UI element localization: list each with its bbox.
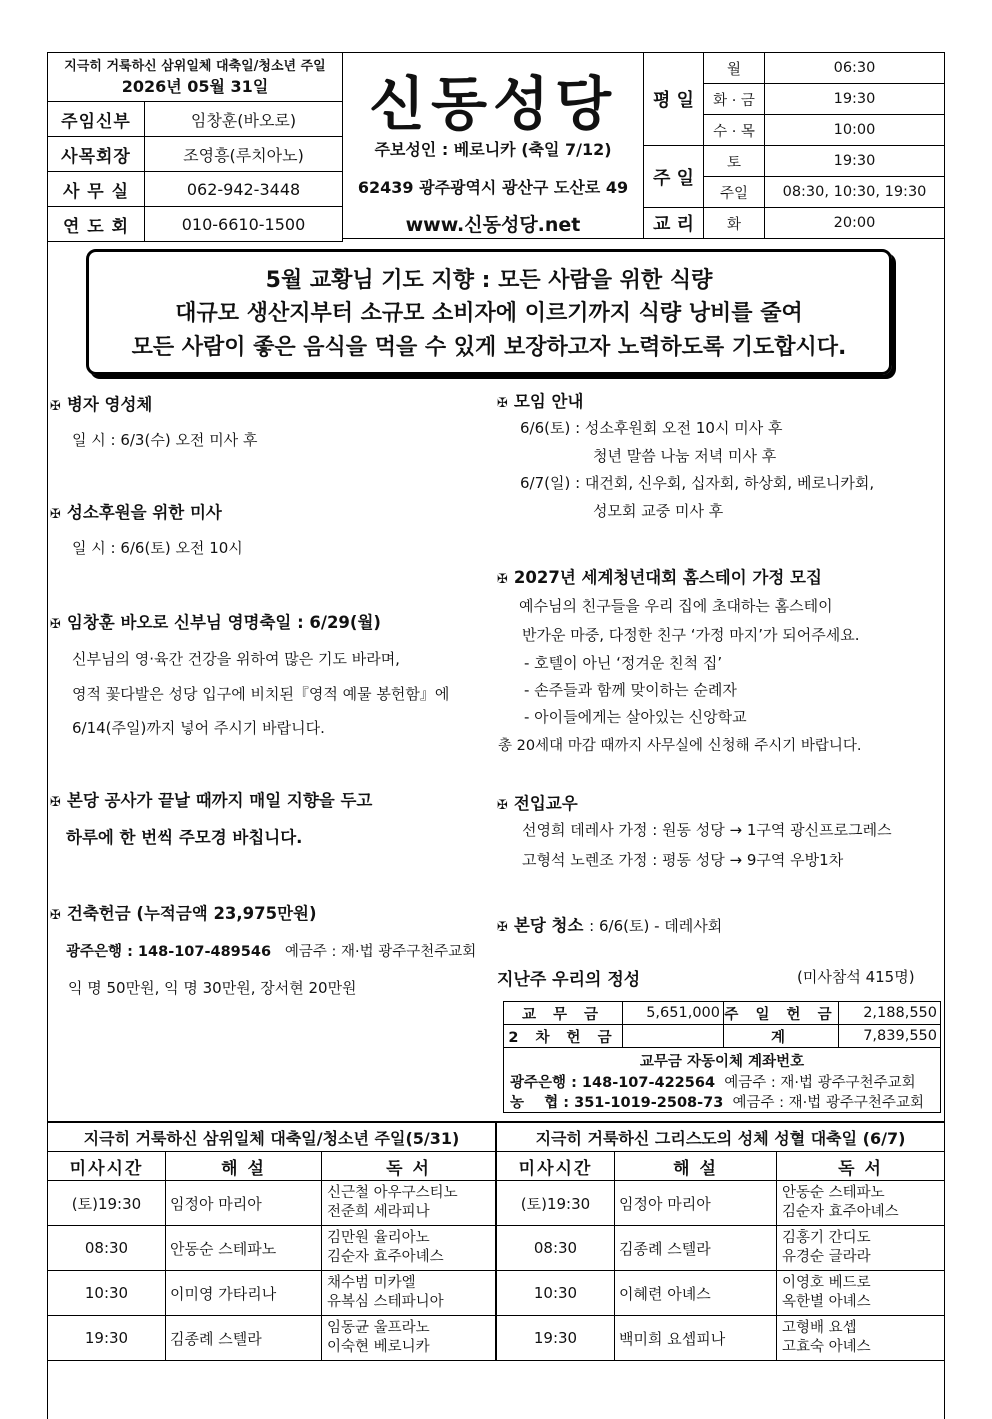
col-header-reading: 독 서 xyxy=(777,1152,945,1181)
reader-cell xyxy=(777,1271,945,1316)
section-title xyxy=(50,391,152,415)
section-title-text: 2027년 세계청년대회 홈스테이 가정 모집 xyxy=(513,568,822,587)
reader-name: 김순자 효주아녜스 xyxy=(782,1204,899,1220)
mass-day: 월 xyxy=(704,53,765,84)
feast-title: 지극히 거룩하신 삼위일체 대축일/청소년 주일 xyxy=(64,59,326,74)
account-holder: 예금주 : 재·법 광주구천주교회 xyxy=(724,1075,916,1091)
donor-list: 익 명 50만원, 익 명 30만원, 장서현 20만원 xyxy=(68,979,357,997)
auto-account: 광주은행 : 148-107-422564 xyxy=(510,1075,716,1091)
reader-cell xyxy=(322,1271,496,1316)
bulletin-date: 2026년 05월 31일 xyxy=(121,77,269,96)
auto-transfer-box xyxy=(503,1047,941,1113)
notice-line: 반가운 마중, 다정한 친구 ‘가정 마지’가 되어주세요. xyxy=(522,626,860,644)
offering-value xyxy=(623,1025,724,1048)
website-link[interactable]: www.신동성당.net xyxy=(405,214,581,236)
reader-cell xyxy=(322,1181,496,1226)
mass-time: 19:30 xyxy=(765,84,945,115)
reader-name: 고효숙 아녜스 xyxy=(782,1339,871,1355)
offering-label: 교 무 금 xyxy=(504,1002,623,1025)
reader-name: 옥한별 아녜스 xyxy=(782,1294,871,1310)
schedule-title: 지극히 거룩하신 삼위일체 대축일/청소년 주일(5/31) xyxy=(48,1123,496,1152)
info-value: 임창훈(바오로) xyxy=(145,102,343,137)
notice-line: 고형석 노렌조 가정 : 평동 성당 → 9구역 우방1차 xyxy=(522,851,844,869)
section-title xyxy=(50,609,381,633)
section-title-line2: 하루에 한 번씩 주모경 바칩니다. xyxy=(66,828,303,847)
section-title-text: 건축헌금 (누적금액 23,975만원) xyxy=(66,904,317,923)
account-holder: 예금주 : 재·법 광주구천주교회 xyxy=(732,1095,924,1111)
reader-name: 전준희 세라피나 xyxy=(327,1204,430,1220)
reader-name: 신근철 아우구스티노 xyxy=(327,1185,458,1201)
reader-name: 안동순 스테파노 xyxy=(782,1185,885,1201)
commentator-cell: 이혜련 아녜스 xyxy=(615,1271,777,1316)
commentator-cell: 안동순 스테파노 xyxy=(166,1226,322,1271)
commentator-cell: 백미희 요셉피나 xyxy=(615,1316,777,1361)
reader-cell xyxy=(322,1316,496,1361)
notice-line: 청년 말씀 나눔 저녁 미사 후 xyxy=(593,447,777,465)
col-header-time: 미사시간 xyxy=(497,1152,615,1181)
commentator-cell: 김종례 스텔라 xyxy=(166,1316,322,1361)
notice-line: 6/14(주일)까지 넣어 주시기 바랍니다. xyxy=(72,719,325,737)
mass-times-table xyxy=(643,52,945,239)
prayer-line: 대규모 생산지부터 소규모 소비자에 이르기까지 식량 낭비를 줄여 xyxy=(175,301,803,326)
info-value: 조영흥(루치아노) xyxy=(145,137,343,172)
commentator-cell: 이미영 가타리나 xyxy=(166,1271,322,1316)
offering-value: 5,651,000 xyxy=(623,1002,724,1025)
schedule-table-left xyxy=(47,1122,496,1361)
mass-day: 화 xyxy=(704,208,765,239)
reader-name: 유복심 스테파니아 xyxy=(327,1294,444,1310)
cross-mark-icon: ✠ xyxy=(497,396,508,411)
section-title xyxy=(50,900,317,924)
table-row xyxy=(48,1226,496,1271)
mass-time: 06:30 xyxy=(765,53,945,84)
section-title xyxy=(497,564,822,588)
section-title xyxy=(497,790,578,814)
col-header-commentary: 해 설 xyxy=(166,1152,322,1181)
mass-time-cell: (토)19:30 xyxy=(497,1181,615,1226)
notice-line: - 손주들과 함께 맞이하는 순례자 xyxy=(524,681,737,699)
reader-cell xyxy=(777,1226,945,1271)
reader-cell xyxy=(322,1226,496,1271)
address: 62439 광주광역시 광산구 도산로 49 xyxy=(357,178,629,197)
table-row xyxy=(48,1181,496,1226)
cross-mark-icon: ✠ xyxy=(497,798,508,813)
info-value: 010-6610-1500 xyxy=(145,207,343,242)
section-title xyxy=(497,912,722,936)
mass-time-cell: 10:30 xyxy=(48,1271,166,1316)
account-holder: 예금주 : 재·법 광주구천주교회 xyxy=(284,944,477,960)
cross-mark-icon: ✠ xyxy=(50,399,61,414)
reader-cell xyxy=(777,1181,945,1226)
col-header-time: 미사시간 xyxy=(48,1152,166,1181)
notice-line: - 아이들에게는 살아있는 신앙학교 xyxy=(524,708,747,726)
reader-name: 김홍기 간디도 xyxy=(782,1230,871,1246)
notice-line: 6/7(일) : 대건회, 신우회, 십자회, 하상회, 베로니카회, xyxy=(520,474,875,492)
info-value: 062-942-3448 xyxy=(145,172,343,207)
offerings-title: 지난주 우리의 정성 xyxy=(497,970,641,990)
section-title xyxy=(50,499,222,523)
mass-time: 08:30, 10:30, 19:30 xyxy=(765,177,945,208)
notice-line: 예수님의 친구들을 우리 집에 초대하는 홈스테이 xyxy=(519,597,833,615)
reader-name: 채수범 미카엘 xyxy=(327,1275,416,1291)
notice-line: 신부님의 영·육간 건강을 위하여 많은 기도 바라며, xyxy=(72,650,400,668)
offering-value: 2,188,550 xyxy=(839,1002,941,1025)
mass-time-cell: 08:30 xyxy=(497,1226,615,1271)
mass-time: 19:30 xyxy=(765,146,945,177)
mass-time-cell: (토)19:30 xyxy=(48,1181,166,1226)
parish-name: 신동성당 xyxy=(368,70,618,138)
table-row xyxy=(497,1226,945,1271)
cross-mark-icon: ✠ xyxy=(497,572,508,587)
offering-label: 계 xyxy=(724,1025,839,1048)
notice-line: 성모회 교중 미사 후 xyxy=(593,502,724,520)
info-label: 연 도 회 xyxy=(48,207,145,242)
auto-account-line xyxy=(510,1091,924,1112)
mass-time: 10:00 xyxy=(765,115,945,146)
cross-mark-icon: ✠ xyxy=(50,908,61,923)
catechism-label: 교 리 xyxy=(644,208,704,239)
cross-mark-icon: ✠ xyxy=(50,795,61,810)
section-title-text: 병자 영성체 xyxy=(66,395,153,414)
section-title-text: 본당 공사가 끝날 때까지 매일 지향을 두고 xyxy=(66,791,373,810)
offering-label: 주 일 헌 금 xyxy=(724,1002,839,1025)
cross-mark-icon: ✠ xyxy=(497,920,508,935)
mass-time-cell: 19:30 xyxy=(497,1316,615,1361)
cross-mark-icon: ✠ xyxy=(50,617,61,632)
table-row xyxy=(48,1271,496,1316)
schedule-table-right xyxy=(496,1122,945,1361)
mass-day: 수 · 목 xyxy=(704,115,765,146)
reader-name: 이영호 베드로 xyxy=(782,1275,871,1291)
weekday-label: 평 일 xyxy=(644,53,704,146)
cleaning-detail: : 6/6(토) - 데레사회 xyxy=(589,917,723,935)
section-title-text: 임창훈 바오로 신부님 영명축일 : 6/29(월) xyxy=(66,613,381,632)
info-label: 사 무 실 xyxy=(48,172,145,207)
commentator-cell: 임정아 마리아 xyxy=(166,1181,322,1226)
bank-account: 광주은행 : 148-107-489546 xyxy=(66,944,272,960)
prayer-line: 모든 사람이 좋은 음식을 먹을 수 있게 보장하고자 노력하도록 기도합시다. xyxy=(131,335,847,360)
cross-mark-icon: ✠ xyxy=(50,507,61,522)
notice-line: 일 시 : 6/6(토) 오전 10시 xyxy=(72,539,243,557)
mass-time: 20:00 xyxy=(765,208,945,239)
bank-account-line xyxy=(66,940,476,961)
mass-time-cell: 19:30 xyxy=(48,1316,166,1361)
table-row xyxy=(497,1181,945,1226)
offerings-table xyxy=(503,1001,941,1048)
bulletin-heading xyxy=(48,53,343,102)
commentator-cell: 김종례 스텔라 xyxy=(615,1226,777,1271)
schedule-title: 지극히 거룩하신 그리스도의 성체 성혈 대축일 (6/7) xyxy=(497,1123,945,1152)
mass-time-cell: 10:30 xyxy=(497,1271,615,1316)
patron-saint: 주보성인 : 베로니카 (축일 7/12) xyxy=(374,140,612,159)
section-title-text: 성소후원을 위한 미사 xyxy=(66,503,222,522)
mass-day: 화 · 금 xyxy=(704,84,765,115)
offering-total: 7,839,550 xyxy=(839,1025,941,1048)
info-label: 사목회장 xyxy=(48,137,145,172)
auto-account-line xyxy=(510,1071,916,1092)
reader-name: 유경순 글라라 xyxy=(782,1249,871,1265)
reader-name: 고형배 요셉 xyxy=(782,1320,857,1336)
section-title-text: 본당 청소 xyxy=(513,916,584,935)
col-header-reading: 독 서 xyxy=(322,1152,496,1181)
auto-account: 농 협 : 351-1019-2508-73 xyxy=(510,1095,724,1111)
notice-line: - 호텔이 아닌 ‘정겨운 친척 집’ xyxy=(524,654,723,672)
auto-transfer-title: 교무금 자동이체 계좌번호 xyxy=(639,1054,805,1070)
notice-line: 선영희 데레사 가정 : 원동 성당 → 1구역 광신프로그레스 xyxy=(522,821,892,839)
section-title-text: 전입교우 xyxy=(513,794,578,813)
sunday-label: 주 일 xyxy=(644,146,704,208)
col-header-commentary: 해 설 xyxy=(615,1152,777,1181)
reader-name: 이숙현 베로니카 xyxy=(327,1339,430,1355)
mass-day: 토 xyxy=(704,146,765,177)
section-title xyxy=(497,388,583,412)
commentator-cell: 임정아 마리아 xyxy=(615,1181,777,1226)
attendance-count: (미사참석 415명) xyxy=(797,968,915,986)
mass-day: 주일 xyxy=(704,177,765,208)
reader-name: 김만원 율리아노 xyxy=(327,1230,430,1246)
reader-cell xyxy=(777,1316,945,1361)
notice-line: 영적 꽃다발은 성당 입구에 비치된『영적 예물 봉헌함』에 xyxy=(72,685,450,703)
offering-label: 2 차 헌 금 xyxy=(504,1025,623,1048)
mass-time-cell: 08:30 xyxy=(48,1226,166,1271)
reader-name: 김순자 효주아녜스 xyxy=(327,1249,444,1265)
masthead xyxy=(343,52,643,239)
prayer-line: 5월 교황님 기도 지향 : 모든 사람을 위한 식량 xyxy=(265,268,713,293)
parish-info-table xyxy=(47,52,343,242)
notice-line: 총 20세대 마감 때까지 사무실에 신청해 주시기 바랍니다. xyxy=(498,738,862,754)
notice-line: 일 시 : 6/3(수) 오전 미사 후 xyxy=(72,431,258,449)
section-title-text: 모임 안내 xyxy=(513,392,584,411)
table-row xyxy=(497,1271,945,1316)
prayer-intention-box xyxy=(86,249,892,375)
section-title xyxy=(50,787,372,811)
notice-line: 6/6(토) : 성소후원회 오전 10시 미사 후 xyxy=(520,419,783,437)
reader-name: 임동균 울프라노 xyxy=(327,1320,430,1336)
table-row xyxy=(48,1316,496,1361)
table-row xyxy=(497,1316,945,1361)
info-label: 주임신부 xyxy=(48,102,145,137)
